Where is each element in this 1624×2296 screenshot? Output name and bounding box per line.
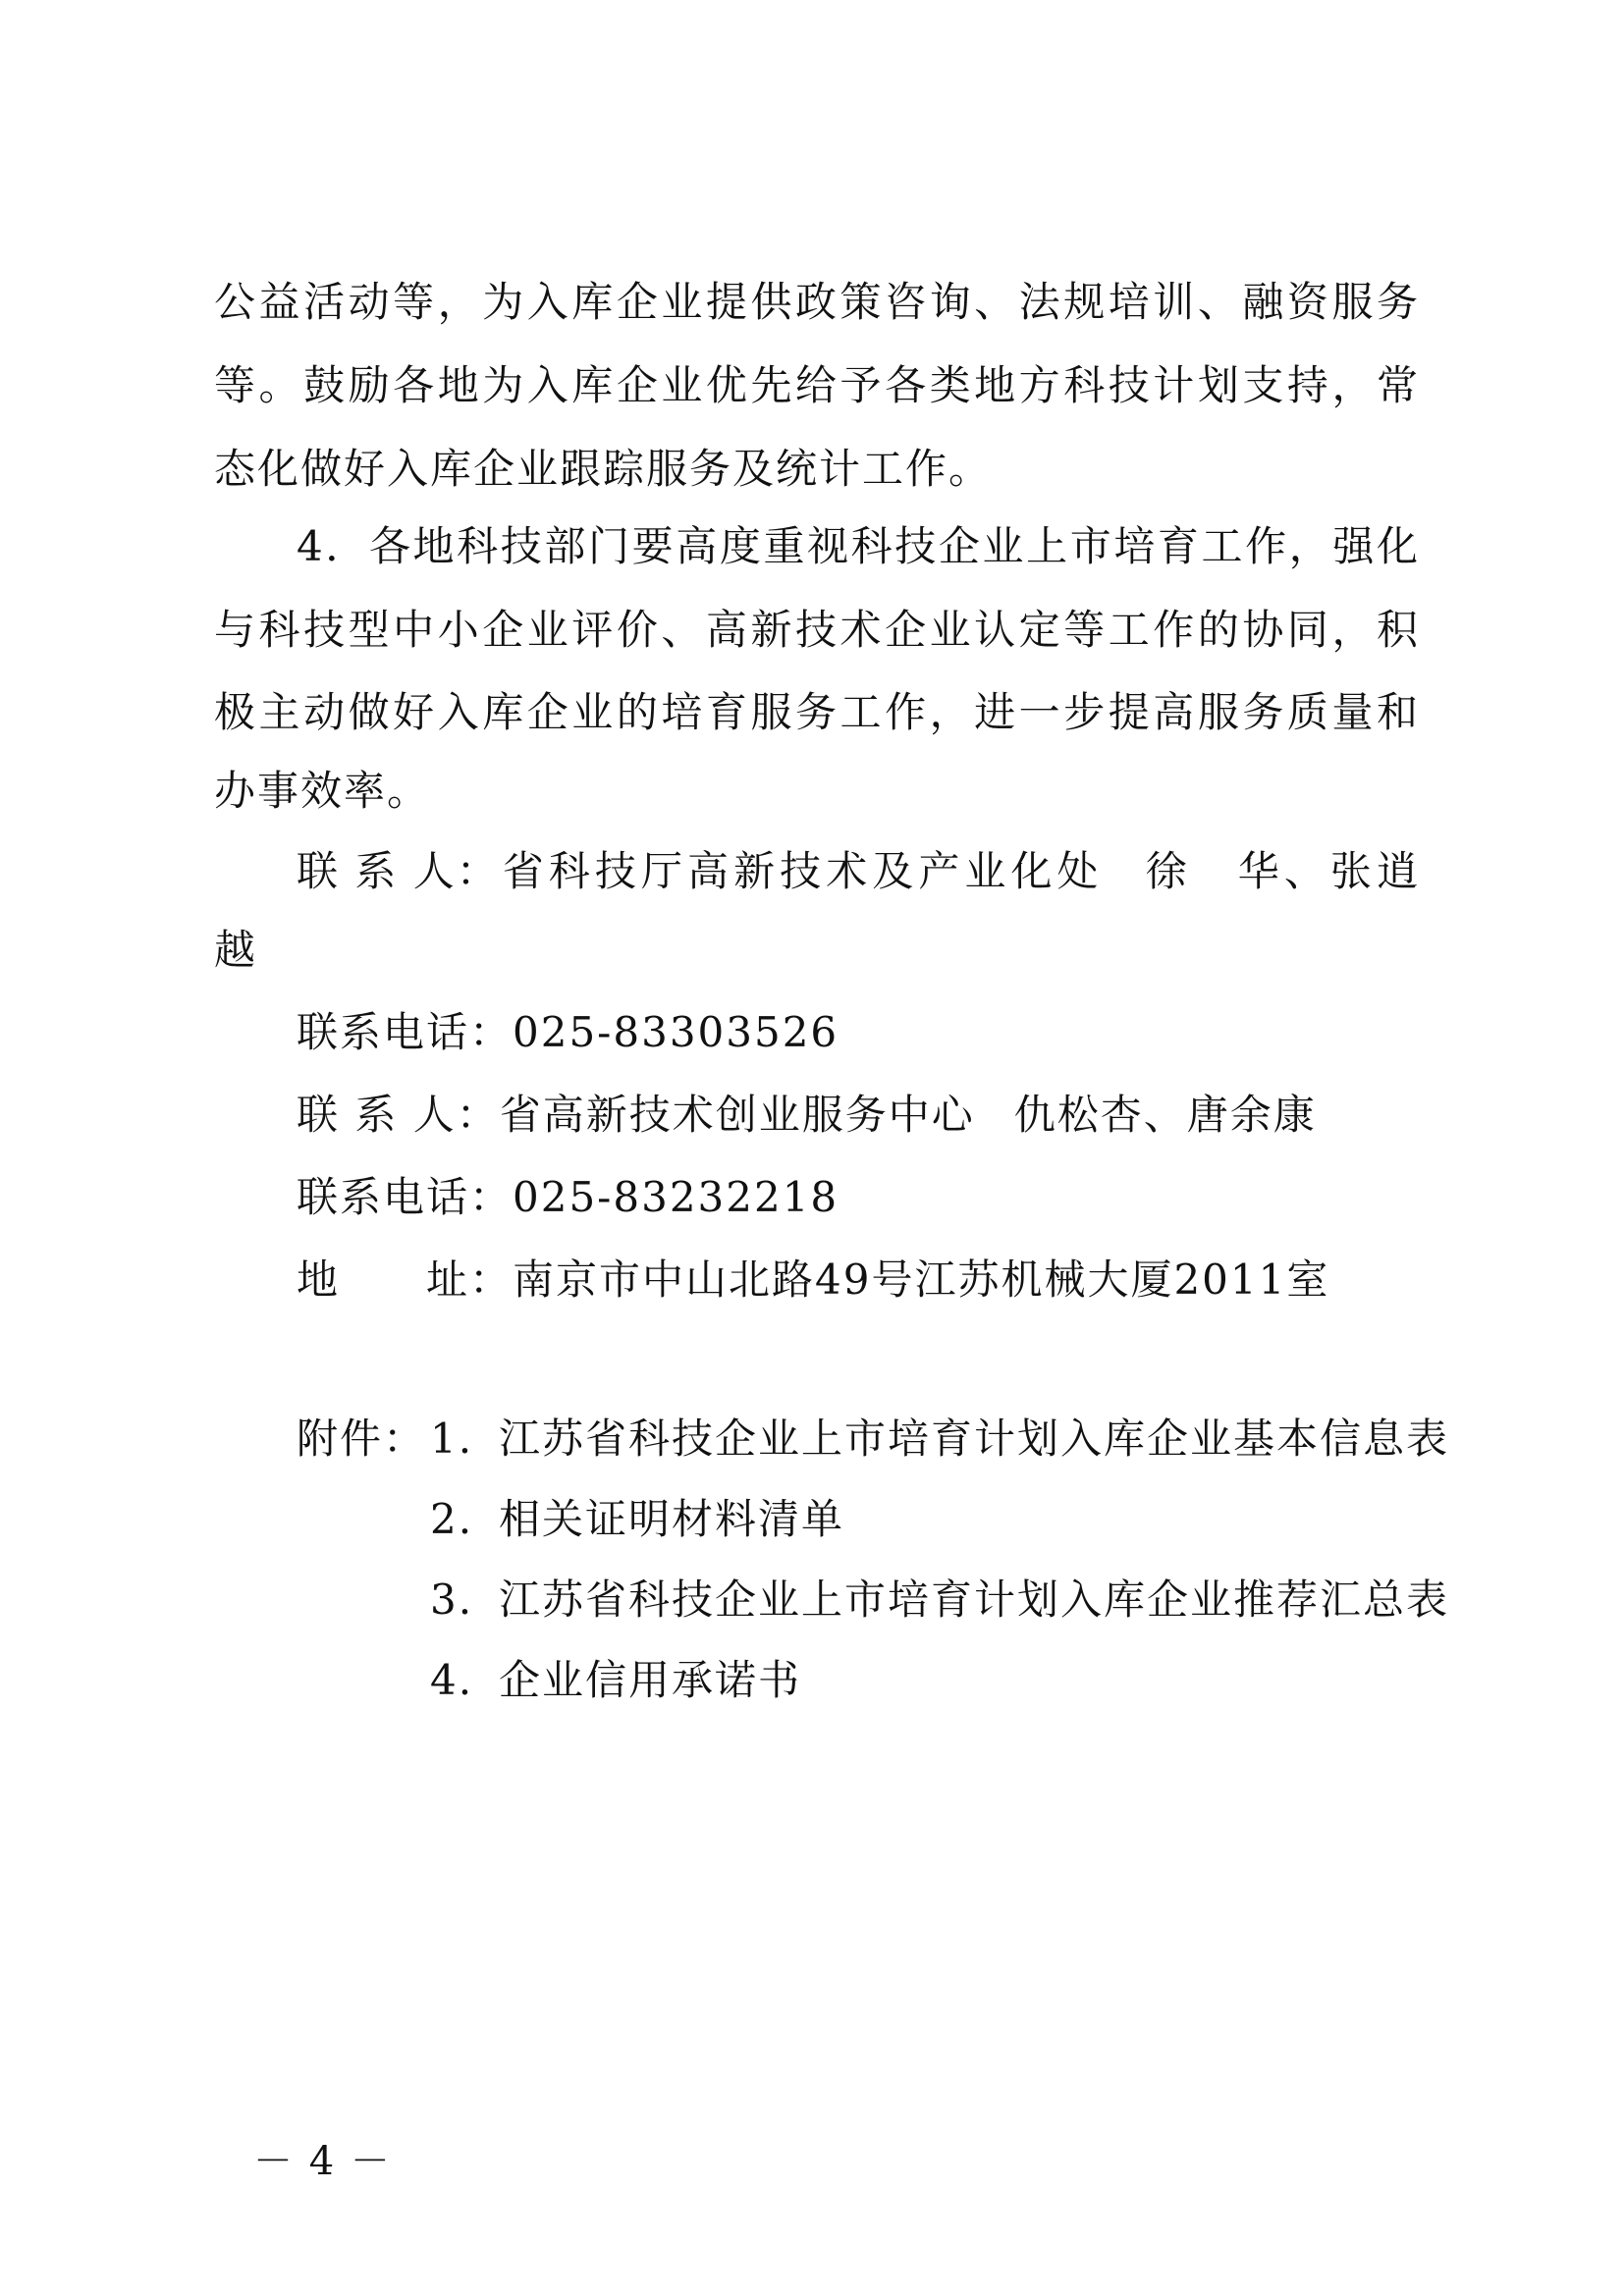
paragraph-line: 与科技型中小企业评价、高新技术企业认定等工作的协同，积 [214, 606, 1420, 654]
attachment-number: 1. [430, 1415, 474, 1463]
attachment-number: 3. [430, 1575, 474, 1624]
attachment-number: 2. [430, 1495, 474, 1543]
attachment-text: 相关证明材料清单 [499, 1495, 845, 1543]
phone-label: 联系电话： [297, 1008, 514, 1056]
address-label: 地 址： [297, 1255, 514, 1304]
contact-org: 省科技厅高新技术及产业化处 [499, 847, 1104, 895]
attachment-number: 4. [430, 1656, 474, 1704]
attachment-text: 江苏省科技企业上市培育计划入库企业推荐汇总表 [499, 1575, 1450, 1624]
address-text: 南京市中山北路49号江苏机械大厦2011室 [513, 1255, 1330, 1304]
attachment-text: 企业信用承诺书 [499, 1656, 802, 1704]
page-number: － 4 － [253, 2139, 392, 2184]
attachment-item [430, 1490, 844, 1549]
paragraph-line: 等。鼓励各地为入库企业优先给予各类地方科技计划支持，常 [214, 361, 1420, 409]
paragraph-line: 极主动做好入库企业的培育服务工作，进一步提高服务质量和 [214, 688, 1420, 736]
attachment-item [430, 1410, 1449, 1468]
contact-person-line [297, 842, 1420, 901]
contact-names-wrap: 越 [214, 926, 258, 974]
attachments-label: 附件： [297, 1415, 427, 1463]
paragraph-line: 4．各地科技部门要高度重视科技企业上市培育工作，强化 [297, 522, 1420, 570]
contact-label: 联 系 人： [297, 847, 500, 895]
phone-line [297, 1003, 839, 1062]
phone-number: 025-83303526 [513, 1008, 839, 1056]
paragraph-line: 公益活动等，为入库企业提供政策咨询、法规培训、融资服务 [214, 278, 1420, 326]
paragraph-line: 态化做好入库企业跟踪服务及统计工作。 [214, 445, 993, 493]
attachment-item [430, 1571, 1449, 1629]
contact-org: 省高新技术创业服务中心 [499, 1091, 975, 1139]
address-line [297, 1251, 1329, 1309]
attachment-item [430, 1651, 801, 1710]
contact-names: 徐 华、张逍 [1142, 847, 1420, 895]
contact-person-line [297, 1086, 1317, 1145]
contact-names: 仇松杏、唐余康 [1013, 1091, 1317, 1139]
contact-label: 联 系 人： [297, 1091, 500, 1139]
phone-line [297, 1168, 839, 1227]
attachment-text: 江苏省科技企业上市培育计划入库企业基本信息表 [499, 1415, 1450, 1463]
phone-label: 联系电话： [297, 1173, 514, 1221]
phone-number: 025-83232218 [513, 1173, 839, 1221]
paragraph-line: 办事效率。 [214, 767, 431, 815]
